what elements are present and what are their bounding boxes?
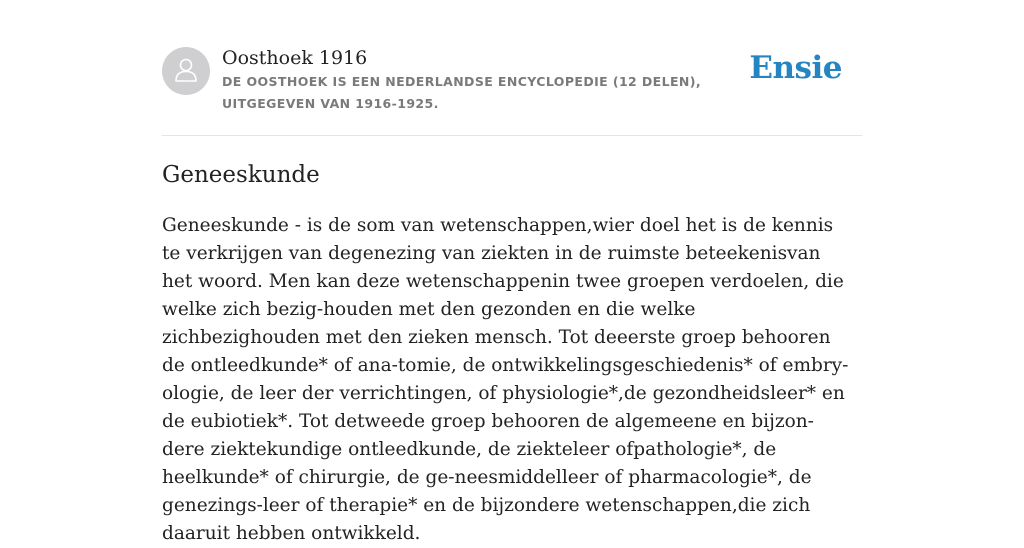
source-avatar[interactable]	[162, 47, 210, 95]
ensie-logo[interactable]: Ensie	[749, 50, 842, 86]
source-title[interactable]: Oosthoek 1916	[222, 47, 368, 69]
user-icon	[171, 54, 201, 88]
article-body: Geneeskunde - is de som van wetenschappen,wier doel het is de kennis te verkrijgen van degenezing van ziekten in de ruimste beteekenisvan het woord. Men kan deze wetenschappenin twee groepen verdoelen, die welke zich bezig-houden met den gezonden en die welke zichbezighouden met den zieken mensch. Tot deeerste groep behooren de ontleedkunde* of ana-tomie, de ontwikkelingsgeschiedenis* of embry-ologie, de leer der verrichtingen, of physiologie*,de gezondheidsleer* en de eubiotiek*. Tot detweede groep behooren de algemeene en bijzon-dere ziektekundige ontleedkunde, de ziekteleer ofpathologie*, de heelkunde* of chirurgie, de ge-neesmiddelleer of pharmacologie*, de genezings-leer of therapie* en de bijzondere wetenschappen,die zich daaruit hebben ontwikkeld.	[162, 215, 849, 544]
page	[162, 0, 862, 544]
article-title: Geneeskunde	[162, 162, 320, 188]
source-info	[222, 46, 762, 115]
source-description: DE OOSTHOEK IS EEN NEDERLANDSE ENCYCLOPEDIE (12 DELEN), UITGEGEVEN VAN 1916-1925.	[222, 74, 702, 111]
source-header	[162, 0, 862, 136]
